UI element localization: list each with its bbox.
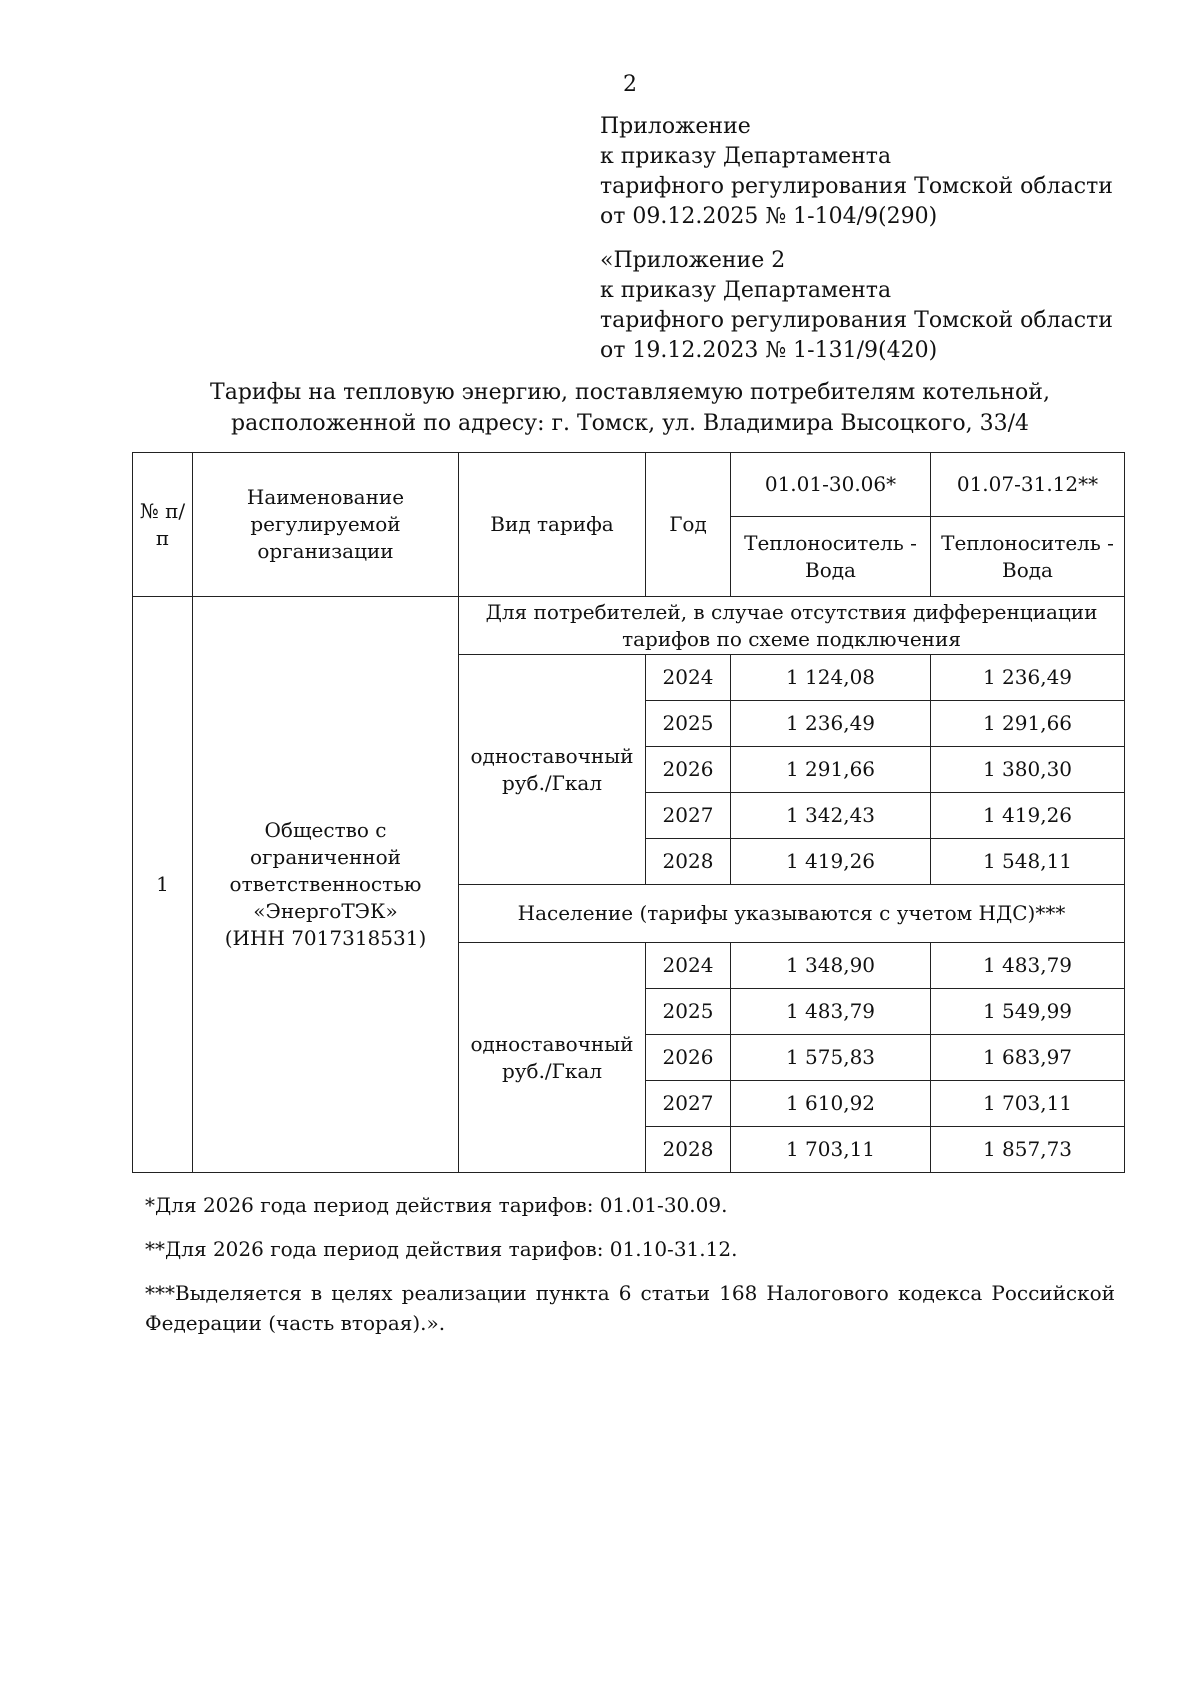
header-carrier-1: Теплоноситель - Вода [731,517,931,597]
header-number: № п/п [133,453,193,597]
tariff-value-period-2: 1 548,11 [931,839,1125,885]
tariff-value-period-1: 1 703,11 [731,1127,931,1173]
header-year: Год [646,453,731,597]
document-title [130,377,1130,439]
appendix-line: тарифного регулирования Томской области [600,174,1113,199]
tariff-value-period-1: 1 342,43 [731,793,931,839]
title-line: Тарифы на тепловую энергию, поставляемую потребителям котельной, [210,380,1050,405]
tariff-value-period-2: 1 380,30 [931,747,1125,793]
header-period-1: 01.01-30.06* [731,453,931,517]
footnotes [145,1190,1115,1352]
appendix-line: Приложение [600,114,751,139]
tariff-value-period-2: 1 549,99 [931,989,1125,1035]
appendix-line: к приказу Департамента [600,278,892,303]
section-title: Население (тарифы указываются с учетом НДС)*** [459,885,1125,943]
organization-name [193,597,459,1173]
org-name-line: «ЭнергоТЭК» [253,899,398,923]
tariff-value-period-2: 1 291,66 [931,701,1125,747]
year-cell: 2028 [646,1127,731,1173]
org-name-line: Общество с [264,818,387,842]
tariff-value-period-2: 1 419,26 [931,793,1125,839]
year-cell: 2024 [646,943,731,989]
tariff-value-period-2: 1 483,79 [931,943,1125,989]
section-title: Для потребителей, в случае отсутствия дифференциации тарифов по схеме подключения [459,597,1125,655]
tariff-value-period-1: 1 610,92 [731,1081,931,1127]
tariff-type-cell: одноставочный руб./Гкал [459,943,646,1173]
footnote: ***Выделяется в целях реализации пункта 6 статьи 168 Налогового кодекса Российской Федерации (часть вторая).». [145,1281,1115,1335]
appendix-line: «Приложение 2 [600,248,786,273]
appendix-line: от 09.12.2025 № 1-104/9(290) [600,204,938,229]
page-number: 2 [623,72,637,97]
tariff-type-cell: одноставочный руб./Гкал [459,655,646,885]
tariff-value-period-1: 1 575,83 [731,1035,931,1081]
tariff-value-period-1: 1 124,08 [731,655,931,701]
row-number: 1 [133,597,193,1173]
tariff-value-period-2: 1 857,73 [931,1127,1125,1173]
year-cell: 2026 [646,1035,731,1081]
appendix-line: от 19.12.2023 № 1-131/9(420) [600,338,938,363]
year-cell: 2027 [646,793,731,839]
year-cell: 2025 [646,989,731,1035]
header-carrier-2: Теплоноситель - Вода [931,517,1125,597]
appendix-line: к приказу Департамента [600,144,892,169]
tariff-value-period-1: 1 236,49 [731,701,931,747]
tariff-value-period-1: 1 483,79 [731,989,931,1035]
org-name-line: ответственностью [229,872,422,896]
year-cell: 2026 [646,747,731,793]
tariff-value-period-2: 1 236,49 [931,655,1125,701]
header-tariff-type: Вид тарифа [459,453,646,597]
tariff-value-period-2: 1 703,11 [931,1081,1125,1127]
tariff-value-period-1: 1 348,90 [731,943,931,989]
footnote: **Для 2026 года период действия тарифов: 01.10-31.12. [145,1237,738,1261]
tariff-value-period-1: 1 291,66 [731,747,931,793]
title-line: расположенной по адресу: г. Томск, ул. Владимира Высоцкого, 33/4 [231,411,1029,436]
tariff-table [132,452,1125,1173]
year-cell: 2028 [646,839,731,885]
footnote: *Для 2026 года период действия тарифов: 01.01-30.09. [145,1193,728,1217]
appendix-line: тарифного регулирования Томской области [600,308,1113,333]
header-organization: Наименование регулируемой организации [193,453,459,597]
year-cell: 2025 [646,701,731,747]
org-name-line: ограниченной [250,845,401,869]
year-cell: 2027 [646,1081,731,1127]
tariff-value-period-1: 1 419,26 [731,839,931,885]
org-name-line: (ИНН 7017318531) [224,926,427,950]
tariff-value-period-2: 1 683,97 [931,1035,1125,1081]
year-cell: 2024 [646,655,731,701]
header-period-2: 01.07-31.12** [931,453,1125,517]
original-appendix-header [600,246,1113,366]
appendix-header [600,112,1113,232]
